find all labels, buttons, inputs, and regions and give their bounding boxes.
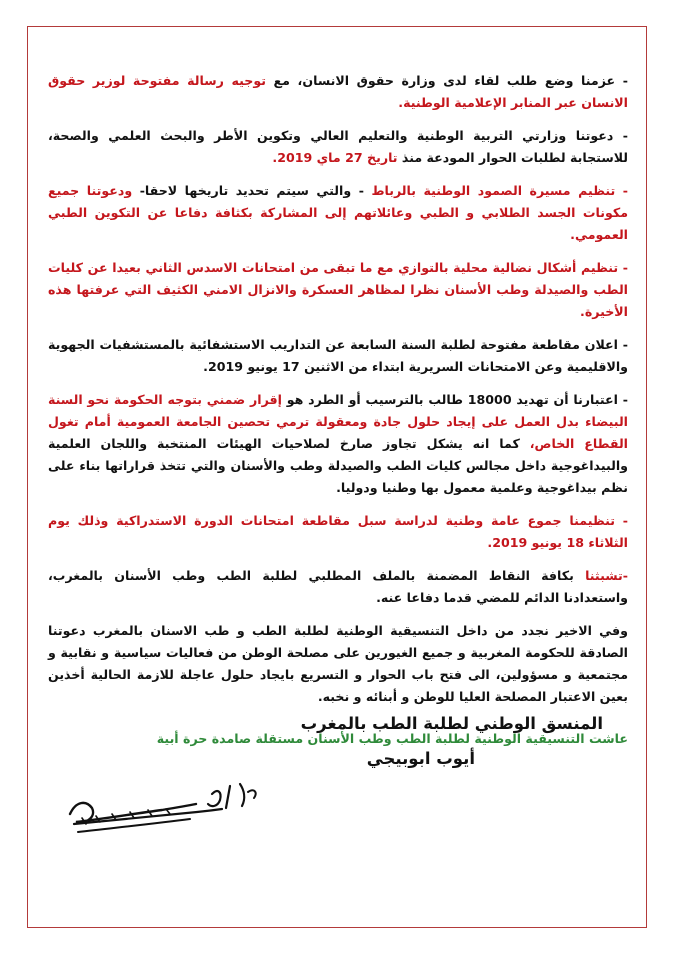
statement-paragraph (48, 334, 628, 378)
closing-slogan: عاشت التنسيقية الوطنية لطلبة الطب وطب الأسنان مستقلة صامدة حرة أبية (156, 731, 628, 746)
highlighted-text: ودعوتنا جميع مكونات الجسد الطلابي و الطبي وعائلاتهم إلى المشاركة بكثافة دفاعا عن التكوين الطبي العمومي. (48, 183, 628, 242)
statement-paragraph (48, 620, 628, 708)
statement-paragraph (48, 510, 628, 554)
statement-paragraph (48, 125, 628, 169)
paragraph-text: - اعتبارنا أن تهديد 18000 طالب بالترسيب أو الطرد هو (281, 392, 628, 407)
highlighted-text: تاريخ 27 ماي 2019. (272, 150, 398, 165)
handwritten-signature (62, 776, 267, 846)
highlighted-text: توجيه رسالة مفتوحة لوزير حقوق الانسان عبر المنابر الإعلامية الوطنية. (48, 73, 628, 110)
statement-paragraph (48, 70, 628, 114)
statement-paragraph (48, 257, 628, 323)
paragraph-list (48, 70, 628, 708)
coordinator-title: المنسق الوطني لطلبة الطب بالمغرب (300, 714, 603, 733)
paragraph-text: - والتي سيتم تحديد تاريخها لاحقا- (132, 183, 372, 198)
paragraph-text: - اعلان مقاطعة مفتوحة لطلبة السنة السابعة عن التداريب الاستشفائية بالمستشفيات الجهوية والاقليمية وعن الامتحانات السريرية ابتداء من الاثنين 17 يونيو 2019. (48, 337, 628, 374)
paragraph-text: كما انه يشكل تجاوز صارخ لصلاحيات الهيئات المنتخبة واللجان العلمية والبيداغوجية داخل مجالس كليات الطب والصيدلة وطب والأسنان والتي تتخذ قراراتها بناء على نظم بيداغوجية وعلمية معمول بها وطنيا ودوليا. (48, 436, 628, 495)
paragraph-text: بكافة النقاط المضمنة بالملف المطلبي لطلبة الطب وطب الأسنان بالمغرب، واستعدادنا الدائم للمضي قدما دفاعا عنه. (48, 568, 628, 605)
statement-paragraph (48, 565, 628, 609)
highlighted-text: - تنظيم مسيرة الصمود الوطنية بالرباط (371, 183, 628, 198)
paragraph-text: وفي الاخير نجدد من داخل التنسيقية الوطنية لطلبة الطب و طب الاسنان بالمغرب دعوتنا الصادقة للحكومة المغربية و جميع الغيورين على مصلحة الوطن من فعاليات سياسية و نقابية و مجتمعية و مسؤولين، الى فتح باب الحوار و التسريع بايجاد حلول عاجلة للازمة الحالية أخذين بعين الاعتبار المصلحة العليا للوطن و أبنائه و نخبه. (48, 623, 628, 704)
highlighted-text: إقرار ضمني بتوجه الحكومة نحو السنة البيضاء بدل العمل على إيجاد حلول جادة ومعقولة ترمي تحصين الجامعة العمومية أمام تغول القطاع الخاص، (48, 392, 628, 451)
highlighted-text: - تنظيمنا جموع عامة وطنية لدراسة سبل مقاطعة امتحانات الدورة الاستدراكية وذلك يوم الثلاثاء 18 يونيو 2019. (48, 513, 628, 550)
highlighted-text: -تشبثنا (585, 568, 628, 583)
statement-paragraph (48, 180, 628, 246)
paragraph-text: - عزمنا وضع طلب لقاء لدى وزارة حقوق الانسان، مع (265, 73, 628, 88)
coordinator-name: أيوب ابوبيجي (366, 749, 475, 768)
statement-paragraph (48, 389, 628, 499)
highlighted-text: - تنظيم أشكال نضالية محلية بالتوازي مع ما تبقى من امتحانات الاسدس الثاني بعيدا عن كليات الطب والصيدلة وطب الأسنان نظرا لمظاهر العسكرة والانزال الامني الكثيف التي عرفتها هذه الأخيرة. (48, 260, 628, 319)
paragraph-text: - دعوتنا وزارتي التربية الوطنية والتعليم العالي وتكوين الأطر والبحث العلمي والصحة، للاستجابة لطلبات الحوار المودعة منذ (48, 128, 628, 165)
statement-body (48, 70, 628, 761)
